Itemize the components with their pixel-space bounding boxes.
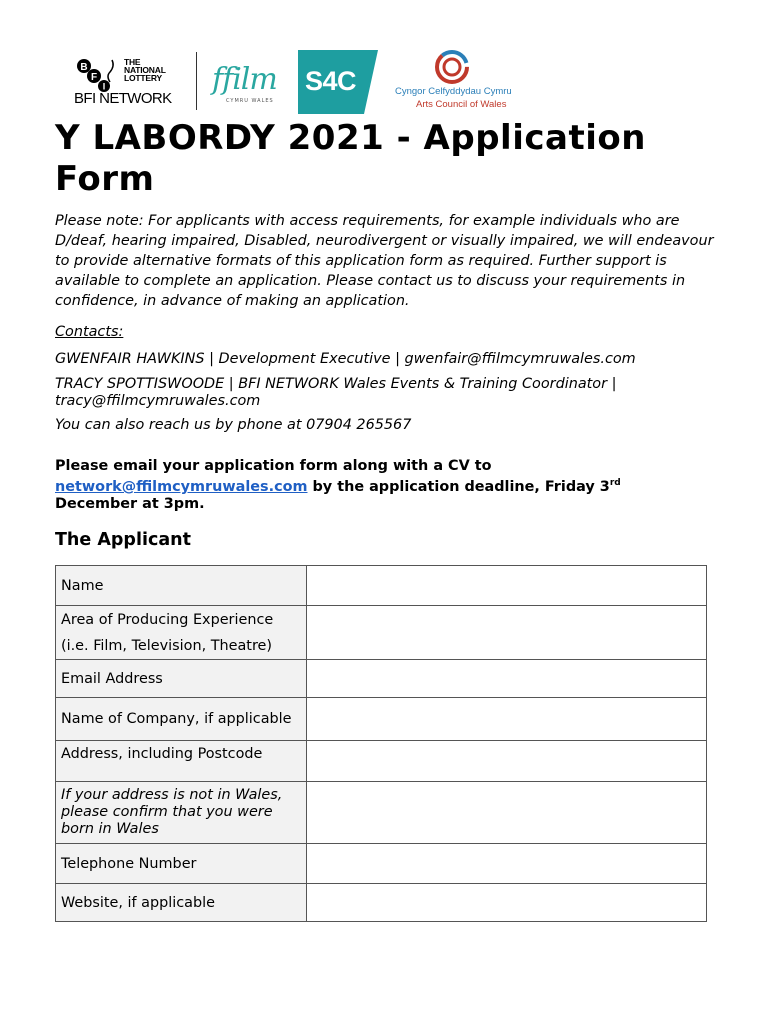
field-label: Address, including Postcode	[56, 741, 307, 782]
bfi-logo-icon	[72, 54, 116, 94]
address-input[interactable]	[307, 741, 707, 782]
field-label: Name	[56, 566, 307, 606]
email-input[interactable]	[307, 660, 707, 698]
table-row	[56, 884, 707, 922]
telephone-input[interactable]	[307, 844, 707, 884]
bfi-network-logo-text: BFI NETWORK	[74, 90, 172, 107]
table-row	[56, 741, 707, 782]
field-label: If your address is not in Wales, please confirm that you were born in Wales	[56, 782, 307, 844]
field-label: Telephone Number	[56, 844, 307, 884]
access-note: Please note: For applicants with access requirements, for example individuals who are D/deaf, hearing impaired, Disabled, neurodivergent or visually impaired, we will endeavour to provide alternative formats of this application form as required. Further support is available to complete an application. Please contact us to discuss your requirements in confidence, in advance of making an application.	[55, 213, 714, 309]
company-input[interactable]	[307, 698, 707, 741]
table-row	[56, 606, 707, 660]
arts-council-english-name: Arts Council of Wales	[416, 99, 507, 110]
contacts-heading: Contacts:	[55, 324, 124, 340]
page-title: Y LABORDY 2021 - Application Form	[55, 118, 646, 199]
ffilm-cymru-logo: ffilm	[212, 62, 277, 97]
arts-council-welsh-name: Cyngor Celfyddydau Cymru	[395, 86, 512, 97]
contact-gwenfair: GWENFAIR HAWKINS | Development Executive | gwenfair@ffilmcymruwales.com	[55, 351, 636, 367]
field-label: Email Address	[56, 660, 307, 698]
contact-phone: You can also reach us by phone at 07904 265567	[55, 417, 412, 433]
svg-text:B: B	[80, 62, 88, 73]
born-in-wales-input[interactable]	[307, 782, 707, 844]
field-label: Name of Company, if applicable	[56, 698, 307, 741]
table-row	[56, 782, 707, 844]
applicant-section-heading: The Applicant	[55, 530, 191, 550]
arts-council-ring-icon	[432, 48, 474, 88]
applicant-table	[55, 565, 707, 922]
svg-text:F: F	[90, 72, 98, 83]
website-input[interactable]	[307, 884, 707, 922]
national-lottery-logo: THE NATIONAL LOTTERY	[124, 57, 166, 83]
field-label: Website, if applicable	[56, 884, 307, 922]
table-row	[56, 660, 707, 698]
logo-bar	[72, 48, 532, 116]
field-label: Area of Producing Experience (i.e. Film, Television, Theatre)	[56, 606, 307, 660]
table-row	[56, 698, 707, 741]
s4c-logo-text: S4C	[305, 66, 357, 96]
contact-tracy: TRACY SPOTTISWOODE | BFI NETWORK Wales Events & Training Coordinator | tracy@ffilmcymruwales.com	[55, 376, 617, 409]
logo-divider	[196, 52, 197, 110]
submission-instructions: Please email your application form along with a CV to network@ffilmcymruwales.com by the application deadline, Friday 3rd December at 3pm.	[55, 458, 621, 512]
network-email-link[interactable]: network@ffilmcymruwales.com	[55, 478, 308, 495]
ffilm-cymru-subtitle: CYMRU WALES	[226, 98, 274, 104]
svg-text:I: I	[102, 81, 106, 92]
table-row	[56, 566, 707, 606]
name-input[interactable]	[307, 566, 707, 606]
producing-experience-input[interactable]	[307, 606, 707, 660]
table-row	[56, 844, 707, 884]
